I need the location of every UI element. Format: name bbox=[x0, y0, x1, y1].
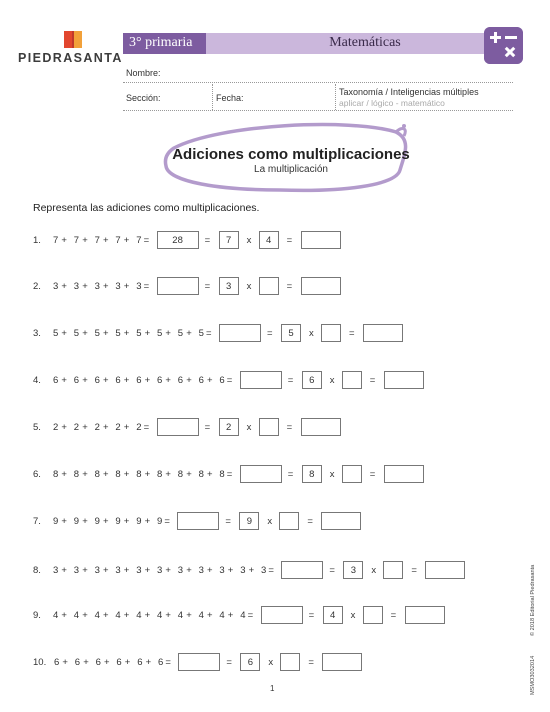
addend: 5 bbox=[136, 328, 142, 339]
addend: 7 bbox=[94, 235, 100, 246]
addend: 9 bbox=[115, 516, 121, 527]
factor-a-box: 6 bbox=[240, 653, 260, 671]
addend: 4 bbox=[136, 610, 142, 621]
addend: 6 bbox=[115, 375, 121, 386]
plus-sign: + bbox=[123, 565, 130, 576]
sum-answer-box[interactable] bbox=[178, 653, 220, 671]
plus-sign: + bbox=[82, 328, 88, 339]
sum-answer-box[interactable] bbox=[157, 418, 199, 436]
plus-sign: + bbox=[103, 469, 109, 480]
plus-sign: + bbox=[103, 328, 109, 339]
plus-sign: + bbox=[227, 610, 234, 621]
product-answer-box[interactable] bbox=[405, 606, 445, 624]
addend: 3 bbox=[115, 565, 121, 576]
plus-sign: + bbox=[123, 422, 130, 433]
equals-sign: = bbox=[307, 516, 313, 527]
plus-sign: + bbox=[103, 235, 109, 246]
factor-a-box: 7 bbox=[219, 231, 239, 249]
name-label: Nombre: bbox=[126, 68, 161, 78]
factor-b-answer-box[interactable] bbox=[342, 465, 362, 483]
equals-sign: = bbox=[287, 469, 294, 480]
times-sign: x bbox=[246, 422, 252, 433]
plus-sign: + bbox=[82, 235, 88, 246]
exercise-number: 2. bbox=[33, 281, 41, 292]
addend: 3 bbox=[261, 565, 267, 576]
plus-sign: + bbox=[165, 375, 171, 386]
addend: 6 bbox=[94, 375, 100, 386]
grade-label: 3° primaria bbox=[129, 35, 193, 50]
equals-sign: = bbox=[286, 422, 293, 433]
addend: 6 bbox=[219, 375, 225, 386]
plus-sign: + bbox=[103, 281, 109, 292]
times-sign: x bbox=[329, 375, 335, 386]
divider bbox=[123, 110, 513, 111]
plus-sign: + bbox=[227, 565, 234, 576]
factor-a-box: 3 bbox=[219, 277, 239, 295]
addend: 8 bbox=[157, 469, 163, 480]
plus-sign: + bbox=[123, 516, 130, 527]
plus-sign: + bbox=[61, 516, 67, 527]
exercise-number: 4. bbox=[33, 375, 41, 386]
credit-copyright: © 2018 Editorial Piedrasanta bbox=[530, 564, 536, 636]
plus-sign: + bbox=[82, 375, 88, 386]
factor-b-answer-box[interactable] bbox=[259, 418, 279, 436]
equals-sign: = bbox=[287, 375, 294, 386]
addend: 6 bbox=[157, 375, 163, 386]
addend: 3 bbox=[136, 281, 142, 292]
plus-sign: + bbox=[123, 281, 130, 292]
sum-answer-box[interactable] bbox=[219, 324, 261, 342]
sum-answer-box[interactable] bbox=[281, 561, 323, 579]
addend: 8 bbox=[136, 469, 142, 480]
plus-sign: + bbox=[123, 235, 130, 246]
exercise-number: 5. bbox=[33, 422, 41, 433]
plus-sign: + bbox=[61, 281, 67, 292]
plus-sign: + bbox=[61, 328, 67, 339]
addend: 5 bbox=[177, 328, 184, 339]
equals-sign: = bbox=[204, 281, 211, 292]
addend: 6 bbox=[177, 375, 184, 386]
sum-answer-box[interactable] bbox=[240, 465, 282, 483]
equals-sign: = bbox=[308, 657, 314, 668]
plus-sign: + bbox=[124, 657, 131, 668]
product-answer-box[interactable] bbox=[363, 324, 403, 342]
addend: 2 bbox=[136, 422, 142, 433]
plus-sign: + bbox=[165, 328, 171, 339]
plus-sign: + bbox=[82, 422, 88, 433]
plus-sign: + bbox=[207, 565, 213, 576]
addend: 6 bbox=[137, 657, 143, 668]
addend: 4 bbox=[94, 610, 100, 621]
plus-sign: + bbox=[123, 610, 130, 621]
divider bbox=[123, 82, 513, 83]
equals-sign: = bbox=[247, 610, 254, 621]
addend: 4 bbox=[198, 610, 204, 621]
plus-sign: + bbox=[165, 565, 171, 576]
addend: 5 bbox=[73, 328, 80, 339]
page-number: 1 bbox=[270, 684, 275, 693]
factor-b-answer-box[interactable] bbox=[342, 371, 362, 389]
page-subtitle: La multiplicación bbox=[254, 164, 328, 175]
plus-sign: + bbox=[103, 375, 109, 386]
addend: 6 bbox=[73, 375, 80, 386]
addend: 7 bbox=[136, 235, 142, 246]
addend: 9 bbox=[94, 516, 100, 527]
equals-sign: = bbox=[308, 610, 315, 621]
addend: 2 bbox=[53, 422, 59, 433]
plus-sign: + bbox=[144, 469, 151, 480]
times-sign: x bbox=[371, 565, 377, 576]
exercise-number: 9. bbox=[33, 610, 41, 621]
times-sign: x bbox=[309, 328, 314, 339]
plus-sign: + bbox=[103, 422, 109, 433]
equals-sign: = bbox=[164, 516, 170, 527]
times-sign: x bbox=[267, 516, 273, 527]
piedrasanta-logo-icon bbox=[62, 28, 84, 50]
divider bbox=[212, 84, 213, 110]
plus-sign: + bbox=[82, 281, 88, 292]
factor-a-box: 6 bbox=[302, 371, 322, 389]
exercise-number: 1. bbox=[33, 235, 41, 246]
equals-sign: = bbox=[369, 469, 376, 480]
plus-sign: + bbox=[103, 610, 109, 621]
taxonomy-label: Taxonomía / Inteligencias múltiples bbox=[339, 87, 479, 97]
plus-sign: + bbox=[103, 516, 109, 527]
factor-a-box: 3 bbox=[343, 561, 363, 579]
product-answer-box[interactable] bbox=[301, 277, 341, 295]
addend: 3 bbox=[73, 565, 80, 576]
plus-sign: + bbox=[145, 657, 152, 668]
times-sign: x bbox=[268, 657, 274, 668]
plus-minus-times-icon bbox=[484, 27, 523, 64]
addend: 2 bbox=[73, 422, 80, 433]
addend: 3 bbox=[136, 565, 142, 576]
addend: 4 bbox=[53, 610, 59, 621]
grade-tab bbox=[123, 33, 206, 54]
plus-sign: + bbox=[61, 235, 67, 246]
plus-sign: + bbox=[83, 657, 89, 668]
addend: 8 bbox=[219, 469, 225, 480]
product-answer-box[interactable] bbox=[425, 561, 465, 579]
instruction-text: Representa las adiciones como multiplicaciones. bbox=[33, 202, 260, 214]
addend: 7 bbox=[115, 235, 121, 246]
sum-answer-box[interactable]: 28 bbox=[157, 231, 199, 249]
exercise-number: 10. bbox=[33, 657, 47, 668]
equals-sign: = bbox=[268, 565, 274, 576]
addend: 6 bbox=[116, 657, 122, 668]
addend: 4 bbox=[240, 610, 246, 621]
factor-a-box: 2 bbox=[219, 418, 239, 436]
addend: 9 bbox=[53, 516, 59, 527]
addend: 2 bbox=[94, 422, 100, 433]
factor-b-answer-box[interactable] bbox=[383, 561, 403, 579]
product-answer-box[interactable] bbox=[301, 231, 341, 249]
times-sign: x bbox=[329, 469, 335, 480]
addend: 6 bbox=[198, 375, 204, 386]
plus-sign: + bbox=[104, 657, 110, 668]
addend: 5 bbox=[53, 328, 59, 339]
subject-label: Matemáticas bbox=[329, 35, 401, 50]
equals-sign: = bbox=[204, 235, 211, 246]
addend: 6 bbox=[136, 375, 142, 386]
page-title: Adiciones como multiplicaciones bbox=[172, 146, 410, 163]
times-sign: x bbox=[350, 610, 356, 621]
addend: 2 bbox=[115, 422, 121, 433]
equals-sign: = bbox=[226, 469, 233, 480]
equals-sign: = bbox=[349, 328, 355, 339]
sum-answer-box[interactable] bbox=[261, 606, 303, 624]
addend: 9 bbox=[157, 516, 163, 527]
section-label: Sección: bbox=[126, 93, 161, 103]
plus-sign: + bbox=[82, 610, 88, 621]
plus-sign: + bbox=[186, 565, 192, 576]
addend: 9 bbox=[73, 516, 80, 527]
factor-a-box: 5 bbox=[281, 324, 301, 342]
addend: 4 bbox=[157, 610, 163, 621]
plus-sign: + bbox=[144, 565, 151, 576]
plus-sign: + bbox=[144, 375, 151, 386]
addend: 8 bbox=[53, 469, 59, 480]
plus-sign: + bbox=[165, 610, 171, 621]
plus-sign: + bbox=[144, 610, 151, 621]
addend: 3 bbox=[94, 565, 100, 576]
equals-sign: = bbox=[286, 281, 293, 292]
exercise-number: 3. bbox=[33, 328, 41, 339]
equals-sign: = bbox=[226, 657, 232, 668]
product-answer-box[interactable] bbox=[301, 418, 341, 436]
date-label: Fecha: bbox=[216, 93, 244, 103]
addend: 5 bbox=[115, 328, 121, 339]
product-answer-box[interactable] bbox=[322, 653, 362, 671]
addend: 8 bbox=[115, 469, 121, 480]
plus-sign: + bbox=[61, 565, 67, 576]
exercise-number: 7. bbox=[33, 516, 41, 527]
plus-sign: + bbox=[103, 565, 109, 576]
sum-answer-box[interactable] bbox=[157, 277, 199, 295]
sum-answer-box[interactable] bbox=[240, 371, 282, 389]
addend: 3 bbox=[53, 565, 59, 576]
equals-sign: = bbox=[369, 375, 376, 386]
factor-a-box: 4 bbox=[323, 606, 343, 624]
addend: 3 bbox=[115, 281, 121, 292]
addend: 8 bbox=[177, 469, 184, 480]
addend: 6 bbox=[158, 657, 164, 668]
plus-sign: + bbox=[207, 469, 213, 480]
addend: 6 bbox=[95, 657, 101, 668]
equals-sign: = bbox=[204, 422, 211, 433]
equals-sign: = bbox=[267, 328, 273, 339]
exercise-number: 8. bbox=[33, 565, 41, 576]
plus-sign: + bbox=[186, 610, 192, 621]
addend: 3 bbox=[219, 565, 225, 576]
plus-sign: + bbox=[123, 469, 130, 480]
addend: 8 bbox=[198, 469, 204, 480]
addend: 5 bbox=[198, 328, 204, 339]
equals-sign: = bbox=[329, 565, 335, 576]
plus-sign: + bbox=[61, 375, 67, 386]
plus-sign: + bbox=[62, 657, 68, 668]
plus-sign: + bbox=[186, 469, 192, 480]
addend: 3 bbox=[240, 565, 246, 576]
factor-b-answer-box[interactable] bbox=[280, 653, 300, 671]
side-credit bbox=[528, 550, 536, 695]
plus-sign: + bbox=[82, 516, 88, 527]
equals-sign: = bbox=[411, 565, 417, 576]
addend: 4 bbox=[219, 610, 225, 621]
addend: 3 bbox=[94, 281, 100, 292]
times-sign: x bbox=[246, 281, 252, 292]
plus-sign: + bbox=[207, 610, 213, 621]
equals-sign: = bbox=[143, 422, 150, 433]
factor-b-answer-box[interactable] bbox=[279, 512, 299, 530]
addend: 4 bbox=[73, 610, 80, 621]
plus-sign: + bbox=[61, 610, 67, 621]
plus-sign: + bbox=[61, 469, 67, 480]
addend: 6 bbox=[54, 657, 60, 668]
factor-b-answer-box[interactable] bbox=[363, 606, 383, 624]
addend: 3 bbox=[73, 281, 80, 292]
addend: 3 bbox=[157, 565, 163, 576]
equals-sign: = bbox=[143, 235, 150, 246]
addend: 4 bbox=[177, 610, 184, 621]
addend: 3 bbox=[177, 565, 184, 576]
addend: 3 bbox=[198, 565, 204, 576]
equals-sign: = bbox=[206, 328, 212, 339]
equals-sign: = bbox=[165, 657, 171, 668]
plus-sign: + bbox=[165, 469, 171, 480]
equals-sign: = bbox=[143, 281, 150, 292]
addend: 3 bbox=[53, 281, 59, 292]
plus-sign: + bbox=[123, 328, 130, 339]
addend: 8 bbox=[73, 469, 80, 480]
equals-sign: = bbox=[225, 516, 231, 527]
factor-b-answer-box[interactable]: 4 bbox=[259, 231, 279, 249]
times-sign: x bbox=[246, 235, 252, 246]
plus-sign: + bbox=[61, 422, 67, 433]
factor-a-box: 8 bbox=[302, 465, 322, 483]
taxonomy-value: aplicar / lógico - matemático bbox=[339, 98, 445, 108]
plus-sign: + bbox=[82, 469, 88, 480]
plus-sign: + bbox=[207, 375, 213, 386]
plus-sign: + bbox=[186, 328, 192, 339]
exercise-number: 6. bbox=[33, 469, 41, 480]
product-answer-box[interactable] bbox=[384, 371, 424, 389]
addend: 7 bbox=[53, 235, 59, 246]
addend: 5 bbox=[94, 328, 100, 339]
brand-name: PIEDRASANTA bbox=[18, 51, 123, 65]
addend: 6 bbox=[74, 657, 81, 668]
addend: 8 bbox=[94, 469, 100, 480]
sum-answer-box[interactable] bbox=[177, 512, 219, 530]
addend: 5 bbox=[157, 328, 163, 339]
factor-b-answer-box[interactable] bbox=[259, 277, 279, 295]
divider bbox=[335, 84, 336, 110]
plus-sign: + bbox=[186, 375, 192, 386]
product-answer-box[interactable] bbox=[384, 465, 424, 483]
plus-sign: + bbox=[82, 565, 88, 576]
equals-sign: = bbox=[286, 235, 293, 246]
factor-a-box: 9 bbox=[239, 512, 259, 530]
addend: 4 bbox=[115, 610, 121, 621]
credit-code: MSMO3032014 bbox=[530, 655, 536, 695]
plus-sign: + bbox=[248, 565, 255, 576]
addend: 7 bbox=[73, 235, 80, 246]
product-answer-box[interactable] bbox=[321, 512, 361, 530]
equals-sign: = bbox=[390, 610, 397, 621]
plus-sign: + bbox=[144, 328, 151, 339]
plus-sign: + bbox=[123, 375, 130, 386]
plus-sign: + bbox=[144, 516, 151, 527]
equals-sign: = bbox=[226, 375, 233, 386]
addend: 6 bbox=[53, 375, 59, 386]
addend: 9 bbox=[136, 516, 142, 527]
factor-b-answer-box[interactable] bbox=[321, 324, 341, 342]
